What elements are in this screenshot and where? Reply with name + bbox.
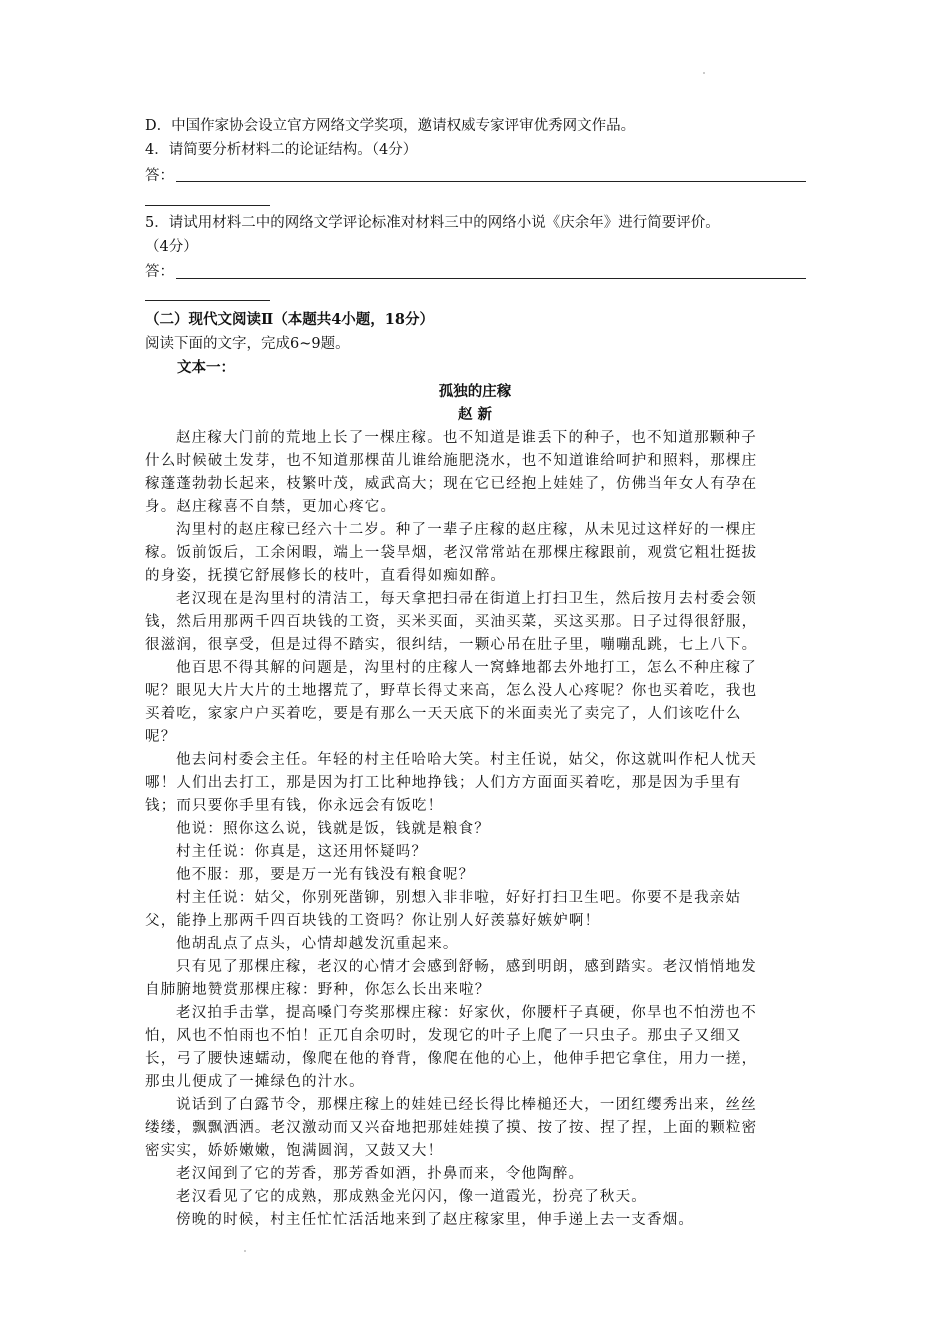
- story-line: 呢？眼见大片大片的土地撂荒了，野草长得丈来高，怎么没人心疼呢？你也买着吃，我也: [145, 683, 758, 699]
- story-line: 父，能挣上那两千四百块钱的工资吗？你让别人好羡慕好嫉妒啊！: [145, 913, 601, 929]
- story-line: 傍晚的时候，村主任忙忙活活地来到了赵庄稼家里，伸手递上去一支香烟。: [176, 1212, 695, 1228]
- story-line: 身。赵庄稼喜不自禁，更加心疼它。: [145, 499, 397, 515]
- story-line: 老汉闻到了它的芳香，那芳香如酒，扑鼻而来，令他陶醉。: [176, 1166, 585, 1182]
- answer-line-q4[interactable]: [176, 181, 806, 182]
- answer-line-q4-continued[interactable]: [145, 205, 270, 206]
- story-line: 呢？: [145, 729, 177, 745]
- option-d: D．中国作家协会设立官方网络文学奖项，邀请权威专家评审优秀网文作品。: [145, 118, 636, 134]
- story-line: 钱，然后用那两千四百块钱的工资，买米买面，买油买菜，买这买那。日子过得很舒服，: [145, 614, 758, 630]
- question-5: 5．请试用材料二中的网络文学评论标准对材料三中的网络小说《庆余年》进行简要评价。: [145, 215, 720, 231]
- story-line: 的身姿，抚摸它舒展修长的枝叶，直看得如痴如醉。: [145, 568, 507, 584]
- story-line: 买着吃，家家户户买着吃，要是有那么一天天底下的米面卖光了卖完了，人们该吃什么: [145, 706, 742, 722]
- answer-label-q5: 答：: [145, 264, 174, 280]
- story-line: 只有见了那棵庄稼，老汉的心情才会感到舒畅，感到明朗，感到踏实。老汉悄悄地发: [176, 959, 757, 975]
- text-one-label: 文本一：: [177, 359, 235, 376]
- story-line: 稼蓬蓬勃勃长起来，枝繁叶茂，威武高大；现在它已经抱上娃娃了，仿佛当年女人有孕在: [145, 476, 758, 492]
- reading-instruction: 阅读下面的文字，完成6~9题。: [145, 336, 350, 352]
- story-line: 他不服：那，要是万一光有钱没有粮食呢？: [176, 867, 475, 883]
- story-line: 他百思不得其解的问题是，沟里村的庄稼人一窝蜂地都去外地打工，怎么不种庄稼了: [176, 660, 757, 676]
- story-line: 密实实，娇娇嫩嫩，饱满圆润，又鼓又大！: [145, 1143, 444, 1159]
- story-author: 赵 新: [457, 406, 493, 423]
- story-line: 很滋润，很享受，但是过得不踏实，很纠结，一颗心吊在肚子里，嘣嘣乱跳，七上八下。: [145, 637, 758, 653]
- story-line: 长，弓了腰快速蠕动，像爬在他的脊背，像爬在他的心上，他伸手把它拿住，用力一搓，: [145, 1051, 758, 1067]
- story-line: 老汉看见了它的成熟，那成熟金光闪闪，像一道霞光，扮亮了秋天。: [176, 1189, 647, 1205]
- section-heading: （二）现代文阅读Ⅱ（本题共4小题，18分）: [145, 311, 434, 328]
- story-title: 孤独的庄稼: [438, 383, 512, 400]
- question-5-points: （4分）: [145, 239, 198, 255]
- story-line: 哪！人们出去打工，那是因为打工比种地挣钱；人们方方面面买着吃，那是因为手里有: [145, 775, 742, 791]
- story-line: 自肺腑地赞赏那棵庄稼：野种，你怎么长出来啦？: [145, 982, 491, 998]
- story-line: 沟里村的赵庄稼已经六十二岁。种了一辈子庄稼的赵庄稼，从未见过这样好的一棵庄: [176, 522, 757, 538]
- story-line: 他胡乱点了点头，心情却越发沉重起来。: [176, 936, 459, 952]
- story-line: 稼。饭前饭后，工余闲暇，端上一袋旱烟，老汉常常站在那棵庄稼跟前，观赏它粗壮挺拔: [145, 545, 758, 561]
- story-line: 什么时候破土发芽，也不知道那棵苗儿谁给施肥浇水，也不知道谁给呵护和照料，那棵庄: [145, 453, 758, 469]
- story-line: 他去问村委会主任。年轻的村主任哈哈大笑。村主任说，姑父，你这就叫作杞人忧天: [176, 752, 757, 768]
- story-line: 老汉现在是沟里村的清洁工，每天拿把扫帚在街道上打扫卫生，然后按月去村委会领: [176, 591, 757, 607]
- story-line: 他说：照你这么说，钱就是饭，钱就是粮食？: [176, 821, 490, 837]
- story-line: 那虫儿便成了一摊绿色的汁水。: [145, 1074, 365, 1090]
- story-line: 钱；而只要你手里有钱，你永远会有饭吃！: [145, 798, 444, 814]
- answer-line-q5[interactable]: [176, 278, 806, 279]
- answer-line-q5-continued[interactable]: [145, 300, 270, 301]
- story-line: 怕，风也不怕雨也不怕！正兀自余叨时，发现它的叶子上爬了一只虫子。那虫子又细又: [145, 1028, 742, 1044]
- story-line: 村主任说：姑父，你别死凿铆，别想入非非啦，好好打扫卫生吧。你要不是我亲姑: [176, 890, 742, 906]
- answer-label-q4: 答：: [145, 168, 174, 184]
- story-line: 赵庄稼大门前的荒地上长了一棵庄稼。也不知道是谁丢下的种子，也不知道那颗种子: [176, 430, 757, 446]
- scan-speck: [703, 72, 705, 74]
- scan-speck: [244, 1250, 246, 1252]
- story-line: 村主任说：你真是，这还用怀疑吗？: [176, 844, 428, 860]
- story-line: 说话到了白露节令，那棵庄稼上的娃娃已经长得比棒槌还大，一团红缨秀出来，丝丝: [176, 1097, 757, 1113]
- story-line: 老汉拍手击掌，提高嗓门夸奖那棵庄稼：好家伙，你腰杆子真硬，你旱也不怕涝也不: [176, 1005, 757, 1021]
- question-4: 4．请简要分析材料二的论证结构。（4分）: [145, 142, 418, 158]
- story-line: 缕缕，飘飘洒洒。老汉激动而又兴奋地把那娃娃摸了摸、按了按、捏了捏，上面的颗粒密: [145, 1120, 758, 1136]
